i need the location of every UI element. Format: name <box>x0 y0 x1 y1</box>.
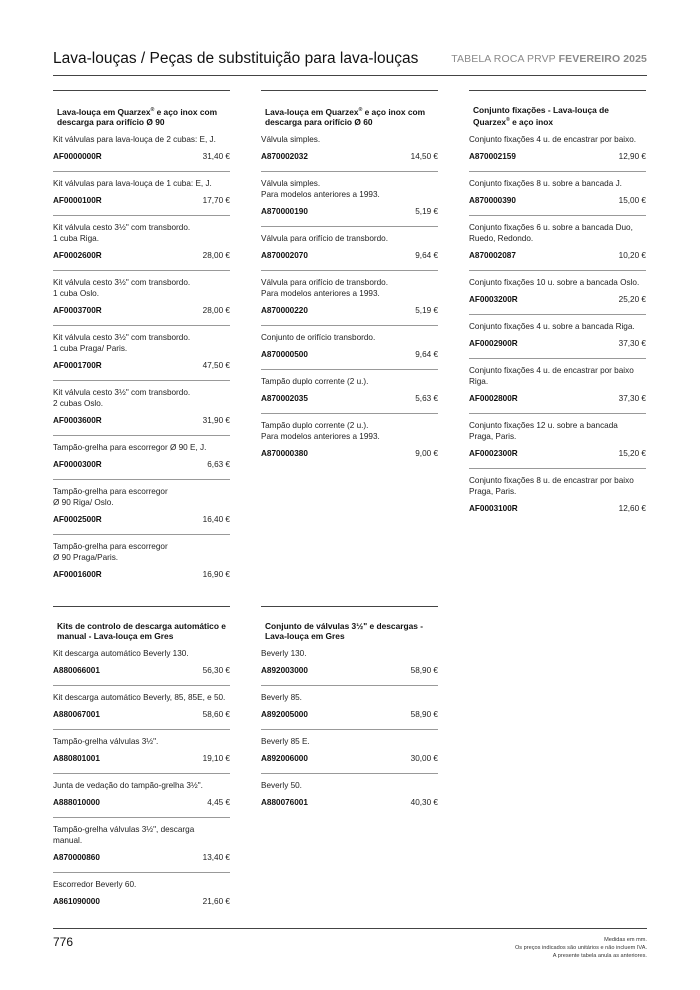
code-price-line <box>469 392 646 405</box>
product-description: Kit válvula cesto 3½" com transbordo. 1 cuba Praga/ Paris. <box>53 332 191 353</box>
product-price: 31,90 € <box>202 415 230 425</box>
product-row <box>53 171 230 207</box>
row-divider <box>261 270 438 271</box>
code-price-line <box>53 304 230 317</box>
product-code: AF0002500R <box>53 514 102 524</box>
code-price-line <box>53 796 230 809</box>
row-divider <box>53 171 230 172</box>
row-divider <box>469 358 646 359</box>
footer-note: Medidas em mm. <box>604 937 647 943</box>
row-divider <box>53 534 230 535</box>
product-code: A870002032 <box>261 151 308 161</box>
product-row <box>53 645 230 677</box>
product-code: AF0002800R <box>469 393 518 403</box>
code-price-line <box>261 249 438 262</box>
code-price-line <box>53 708 230 721</box>
product-code: AF0000300R <box>53 459 102 469</box>
product-code: AF0002900R <box>469 338 518 348</box>
product-price: 21,60 € <box>202 897 230 906</box>
product-price: 15,00 € <box>618 195 646 205</box>
code-price-line <box>261 708 438 721</box>
code-price-line <box>53 568 230 581</box>
row-divider <box>53 773 230 774</box>
product-price: 6,63 € <box>207 459 230 469</box>
page-title: Lava-louças / Peças de substituição para lava-louças <box>53 50 419 67</box>
product-row <box>469 171 646 207</box>
section-title-text: Lava-louça em Quarzex <box>57 106 151 117</box>
row-divider <box>53 685 230 686</box>
product-description: Kit descarga automático Beverly, 85, 85E, e 50. <box>53 693 226 702</box>
row-divider <box>53 325 230 326</box>
product-price: 15,20 € <box>618 448 646 458</box>
code-price-line <box>469 194 646 207</box>
product-code: A861090000 <box>53 897 100 906</box>
product-description: Escorredor Beverly 60. <box>53 880 137 889</box>
product-description: Válvula para orifício de transbordo. Para modelos anteriores a 1993. <box>261 277 388 298</box>
section-title <box>53 91 230 127</box>
product-code: A870002035 <box>261 393 308 403</box>
product-row <box>53 872 230 908</box>
registered-mark: ® <box>150 107 155 113</box>
section-col-3 <box>469 90 646 523</box>
product-price: 16,40 € <box>202 514 230 524</box>
product-price: 16,90 € <box>202 569 230 579</box>
section-col-4 <box>53 606 230 916</box>
footer-note: Os preços indicados são unitários e não incluem IVA. <box>514 945 647 951</box>
product-code: A870000390 <box>469 195 516 205</box>
product-price: 4,45 € <box>207 798 230 807</box>
product-row <box>53 534 230 581</box>
code-price-line <box>261 664 438 677</box>
product-row <box>469 358 646 405</box>
product-description: Beverly 50. <box>261 781 302 790</box>
product-row <box>53 215 230 262</box>
row-divider <box>469 215 646 216</box>
product-description: Conjunto fixações 4 u. de encastrar por baixo. <box>469 134 637 144</box>
code-price-line <box>261 205 438 218</box>
product-description: Tampão-grelha para escorregor Ø 90 E, J. <box>53 442 207 452</box>
product-code: A870002070 <box>261 250 308 260</box>
code-price-line <box>53 752 230 765</box>
product-price: 13,40 € <box>202 853 230 862</box>
row-divider <box>469 314 646 315</box>
code-price-line <box>53 458 230 471</box>
footer-note: A presente tabela anula as anteriores. <box>552 953 647 959</box>
product-code: A870000220 <box>261 305 308 315</box>
section-title <box>469 91 646 127</box>
product-code: AF0000000R <box>53 151 102 161</box>
product-code: A880076001 <box>261 798 308 807</box>
section-title-text: Lava-louça em Quarzex <box>265 106 359 117</box>
product-description: Conjunto fixações 10 u. sobre a bancada Oslo. <box>469 277 640 287</box>
product-code: AF0003100R <box>469 503 518 513</box>
row-divider <box>53 479 230 480</box>
product-price: 31,40 € <box>202 151 230 161</box>
product-row <box>53 685 230 721</box>
product-code: A870002087 <box>469 250 516 260</box>
product-price: 47,50 € <box>202 360 230 370</box>
product-description: Tampão duplo corrente (2 u.). Para modelos anteriores a 1993. <box>261 420 380 441</box>
registered-mark: ® <box>358 107 363 113</box>
row-divider <box>53 729 230 730</box>
header-divider <box>53 75 647 76</box>
row-divider <box>261 413 438 414</box>
product-row <box>53 435 230 471</box>
section-title-text-rest: e aço inox com descarga para orifício Ø 90 <box>57 106 218 127</box>
product-description: Conjunto fixações 8 u. de encastrar por baixo Praga, Paris. <box>469 475 634 496</box>
product-code: A870000190 <box>261 206 308 216</box>
product-description: Tampão-grelha para escorregor Ø 90 Riga/ Oslo. <box>53 486 168 507</box>
code-price-line <box>53 851 230 864</box>
product-price: 14,50 € <box>410 151 438 161</box>
section-title <box>53 607 230 641</box>
product-price: 58,90 € <box>410 666 438 675</box>
code-price-line <box>53 359 230 372</box>
product-price: 28,00 € <box>202 250 230 260</box>
section-title-text: Conjunto fixações - Lava-louça de Quarzex <box>473 105 609 127</box>
product-row <box>261 685 438 721</box>
code-price-line <box>261 796 438 809</box>
product-code: AF0003700R <box>53 305 102 315</box>
product-price: 9,00 € <box>415 448 438 458</box>
product-description: Kit válvula cesto 3½" com transbordo. 1 cuba Riga. <box>53 222 191 243</box>
product-row <box>53 773 230 809</box>
product-price: 5,63 € <box>415 393 438 403</box>
product-code: A880067001 <box>53 710 100 719</box>
row-divider <box>261 369 438 370</box>
code-price-line <box>53 194 230 207</box>
section-col-2 <box>261 90 438 468</box>
product-description: Tampão-grelha válvulas 3½". <box>53 737 159 746</box>
code-price-line <box>53 150 230 163</box>
product-row <box>261 645 438 677</box>
product-price: 37,30 € <box>618 393 646 403</box>
product-code: AF0003600R <box>53 415 102 425</box>
product-code: A870000860 <box>53 853 100 862</box>
product-price: 25,20 € <box>618 294 646 304</box>
product-row <box>53 131 230 163</box>
section-col-1 <box>53 90 230 589</box>
product-row <box>469 131 646 163</box>
row-divider <box>469 413 646 414</box>
product-description: Conjunto fixações 4 u. de encastrar por baixo Riga. <box>469 365 634 386</box>
product-code: A880066001 <box>53 666 100 675</box>
code-price-line <box>261 348 438 361</box>
product-description: Conjunto fixações 12 u. sobre a bancada Praga, Paris. <box>469 420 618 441</box>
product-code: A892006000 <box>261 754 308 763</box>
product-code: A880801001 <box>53 754 100 763</box>
product-description: Kit válvulas para lava-louça de 2 cubas: E, J. <box>53 134 216 144</box>
product-row <box>261 729 438 765</box>
code-price-line <box>53 895 230 908</box>
product-description: Tampão-grelha para escorregor Ø 90 Praga/Paris. <box>53 541 168 562</box>
product-price: 9,64 € <box>415 349 438 359</box>
product-code: AF0002300R <box>469 448 518 458</box>
page-number: 776 <box>53 935 74 949</box>
product-description: Válvula simples. <box>261 134 321 144</box>
code-price-line <box>469 502 646 515</box>
product-row <box>53 270 230 317</box>
row-divider <box>261 685 438 686</box>
section-title <box>261 607 438 641</box>
row-divider <box>261 729 438 730</box>
product-description: Beverly 130. <box>261 649 307 658</box>
row-divider <box>261 773 438 774</box>
product-row <box>261 171 438 218</box>
product-row <box>261 369 438 405</box>
product-row <box>261 131 438 163</box>
product-row <box>261 270 438 317</box>
product-description: Kit válvula cesto 3½" com transbordo. 1 cuba Oslo. <box>53 277 191 298</box>
product-row <box>469 413 646 460</box>
product-row <box>261 325 438 361</box>
row-divider <box>261 325 438 326</box>
product-code: A892003000 <box>261 666 308 675</box>
section-col-5 <box>261 606 438 817</box>
row-divider <box>261 171 438 172</box>
code-price-line <box>53 513 230 526</box>
product-price: 37,30 € <box>618 338 646 348</box>
product-row <box>469 270 646 306</box>
row-divider <box>469 171 646 172</box>
product-code: AF0003200R <box>469 294 518 304</box>
code-price-line <box>469 249 646 262</box>
product-price: 12,60 € <box>618 503 646 513</box>
product-row <box>261 773 438 809</box>
product-description: Conjunto fixações 8 u. sobre a bancada J. <box>469 178 622 188</box>
product-row <box>261 226 438 262</box>
product-price: 58,90 € <box>410 710 438 719</box>
row-divider <box>53 215 230 216</box>
product-price: 5,19 € <box>415 206 438 216</box>
row-divider <box>53 380 230 381</box>
row-divider <box>53 435 230 436</box>
price-table-date: FEVEREIRO 2025 <box>558 53 647 65</box>
product-price: 19,10 € <box>202 754 230 763</box>
product-row <box>53 479 230 526</box>
code-price-line <box>261 392 438 405</box>
product-row <box>53 380 230 427</box>
footer-divider <box>53 928 647 929</box>
product-description: Conjunto fixações 4 u. sobre a bancada Riga. <box>469 321 635 331</box>
code-price-line <box>261 447 438 460</box>
product-row <box>469 215 646 262</box>
product-description: Válvula simples. Para modelos anteriores a 1993. <box>261 178 380 199</box>
product-price: 56,30 € <box>202 666 230 675</box>
product-description: Junta de vedação do tampão-grelha 3½". <box>53 781 203 790</box>
product-description: Beverly 85 E. <box>261 737 310 746</box>
row-divider <box>53 872 230 873</box>
product-price: 5,19 € <box>415 305 438 315</box>
product-code: AF0000100R <box>53 195 102 205</box>
product-price: 58,60 € <box>202 710 230 719</box>
product-description: Kit válvulas para lava-louça de 1 cuba: E, J. <box>53 178 212 188</box>
product-price: 12,90 € <box>618 151 646 161</box>
product-description: Conjunto de orifício transbordo. <box>261 332 376 342</box>
row-divider <box>261 226 438 227</box>
code-price-line <box>261 752 438 765</box>
product-price: 28,00 € <box>202 305 230 315</box>
product-price: 17,70 € <box>202 195 230 205</box>
product-row <box>469 468 646 515</box>
code-price-line <box>469 337 646 350</box>
row-divider <box>469 270 646 271</box>
product-code: A892005000 <box>261 710 308 719</box>
price-table-label <box>451 53 647 65</box>
product-code: A870002159 <box>469 151 516 161</box>
code-price-line <box>53 414 230 427</box>
code-price-line <box>53 664 230 677</box>
footer-notes <box>515 936 647 960</box>
product-description: Tampão duplo corrente (2 u.). <box>261 376 369 386</box>
row-divider <box>469 468 646 469</box>
product-code: AF0001600R <box>53 569 102 579</box>
section-title <box>261 91 438 127</box>
product-description: Tampão-grelha válvulas 3½", descarga manual. <box>53 825 195 845</box>
registered-mark: ® <box>506 117 510 123</box>
product-description: Beverly 85. <box>261 693 302 702</box>
section-title-text: Conjunto de válvulas 3½" e descargas - Lava-louça em Gres <box>265 621 424 641</box>
code-price-line <box>469 293 646 306</box>
product-row <box>53 817 230 864</box>
product-row <box>261 413 438 460</box>
product-description: Válvula para orifício de transbordo. <box>261 233 388 243</box>
product-price: 9,64 € <box>415 250 438 260</box>
product-row <box>469 314 646 350</box>
product-code: AF0001700R <box>53 360 102 370</box>
product-row <box>53 729 230 765</box>
product-code: A870000380 <box>261 448 308 458</box>
code-price-line <box>261 304 438 317</box>
section-title-text-rest: e aço inox <box>509 116 554 127</box>
section-title-text-rest: e aço inox com descarga para orifício Ø 60 <box>265 106 426 127</box>
code-price-line <box>53 249 230 262</box>
product-description: Kit descarga automático Beverly 130. <box>53 649 189 658</box>
product-row <box>53 325 230 372</box>
code-price-line <box>469 447 646 460</box>
product-code: A870000500 <box>261 349 308 359</box>
product-code: AF0002600R <box>53 250 102 260</box>
product-price: 30,00 € <box>410 754 438 763</box>
code-price-line <box>469 150 646 163</box>
section-title-text: Kits de controlo de descarga automático e manual - Lava-louça em Gres <box>57 621 226 641</box>
product-price: 40,30 € <box>410 798 438 807</box>
product-description: Kit válvula cesto 3½" com transbordo. 2 cubas Oslo. <box>53 387 191 408</box>
price-table-name: TABELA ROCA PRVP <box>451 53 556 65</box>
code-price-line <box>261 150 438 163</box>
product-description: Conjunto fixações 6 u. sobre a bancada Duo, Ruedo, Redondo. <box>469 222 633 243</box>
row-divider <box>53 817 230 818</box>
row-divider <box>53 270 230 271</box>
product-code: A888010000 <box>53 798 100 807</box>
product-price: 10,20 € <box>618 250 646 260</box>
